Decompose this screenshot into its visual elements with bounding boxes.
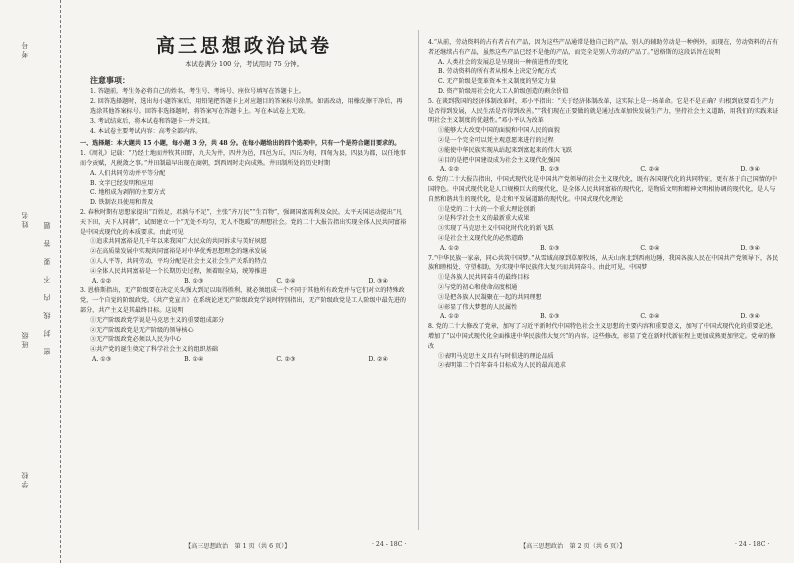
question-stem: 2. 春秋时期有思想家提出“百姓足，君孰与不足”，主张“齐万民”“生百物”，强调国富需利及众民。太平天国运动提出“凡天下田，天下人同耕”，试图建立一个“无处不均匀，无人不饱暖”的理想社会。党的二十大报告指出实现全体人民共同富裕是中国式现代化的本质要求。由此可见 [80,208,407,236]
option: D. ②④ [368,355,388,363]
statement: ②在高质量发展中实现共同富裕是对中华优秀思想理念的继承发展 [90,248,267,256]
answer-options [428,312,780,322]
column-divider [418,30,419,530]
notice-item: 2. 回答选择题时，选出每小题答案后，用铅笔把答题卡上对应题目的答案标号涂黑。如需改动，用橡皮擦干净后，再选涂其他答案标号。回答非选择题时，将答案写在答题卡上。写在本试卷上无效。 [90,98,403,115]
statement: ②是一个完全可以凭主观意愿来进行的过程 [438,136,554,144]
option: B. 劳动资料的所有者从根本上决定分配方式 [438,68,557,76]
option: B. ①③ [540,244,560,252]
statement: ②是科学社会主义的最新重大成果 [438,215,530,223]
option: D. ③④ [740,166,760,174]
notice-heading: 注意事项： [90,75,130,85]
option: C. ②③ [276,355,296,363]
statement: ②无产阶级政党是无产阶级的领导核心 [90,326,194,334]
question-7 [428,254,780,323]
question-stem: 8. 党的二十大修改了党章，加写了习近平新时代中国特色社会主义思想的主要内容和重要意义，加写了中国式现代化的重要论述，增加了“以中国式现代化全面推进中华民族伟大复兴”的内容。这些修改，彰显了党在新时代新征程上更加成熟更加坚定。党章的修改 [428,323,778,350]
question-4 [428,38,780,97]
question-stem: 3. 恩格斯指出，无产阶级要在决定关头强大到足以取得胜利，就必须组成一个不同于其他所有政党并与它们对立的特殊政党，一个自觉的阶级政党。《共产党宣言》在系统论述无产阶级政党学说时特别指出，无产阶级政党是工人阶级中最先进的部分，共产主义是其最终目标。这说明 [80,287,407,314]
option: C. ②④ [640,166,660,174]
question-6 [428,175,780,253]
question-stem: 7.“中华民族一家亲，同心共筑中国梦。”从雪域高原到草原牧场，从天山南北到西南边陲，我国各族人民在中国共产党领导下，各民族和睦相处、守望相助，为实现中华民族伟大复兴而共同奋斗。由此可见，中国梦 [428,254,779,272]
option: A. 人类社会的发展总是呈现出一种前进性的变化 [438,58,569,66]
section-heading: 一、选择题：本大题共 15 小题，每小题 3 分，共 48 分。在每小题给出的四个选项中，只有一个是符合题目要求的。 [80,140,401,148]
question-stem: 1.《周礼》记载：“乃经土地而井牧其田野，九夫为井，四井为邑，四邑为丘，四丘为甸，四甸为县，四县为都，以任地事而令贡赋，凡税敛之事。”井田制最早出现在商朝，到西周时走向成熟。井田制所处的历史时期 [80,150,406,167]
option: A. ①② [440,166,460,174]
question-8 [428,322,780,371]
statement: ①表明马克思主义具有与时俱进的理论品质 [438,352,554,360]
option: B. ①④ [184,355,204,363]
right-column [428,38,780,371]
option: A. ①② [440,313,460,321]
label-xuexiao: 学校 [21,470,29,488]
statement: ③是把各族人民凝聚在一起的共同理想 [438,293,542,301]
option: D. ③④ [740,244,760,252]
statement: ④全体人民共同富裕是一个长期历史过程，须着眼全局，统筹推进 [90,267,267,275]
option: A. ①② [440,244,460,252]
option: C. ②④ [640,244,660,252]
left-column [80,22,408,365]
option: C. ②④ [640,313,660,321]
answer-options [428,244,780,254]
label-banji: 班级 [21,330,29,348]
label-kaohao: 考号 [21,40,29,58]
option: C. 地租成为剥削的主要方式 [90,189,166,197]
answer-options [428,165,780,175]
question-stem: 6. 党的二十大报告指出，中国式现代化是中国共产党领导的社会主义现代化，既有各国现代化的共同特征，更有基于自己国情的中国特色。中国式现代化是人口规模巨大的现代化，是全体人民共同富裕的现代化，是物质文明和精神文明相协调的现代化，是人与自然和谐共生的现代化，是走和平发展道路的现代化。中国式现代化理论 [428,176,778,203]
option: B. ①③ [540,313,560,321]
statement: ③无产阶级政党必须以人民为中心 [90,336,182,344]
statement: ③人人平等，共同劳动，平均分配是社会主义社会生产关系的特点 [90,257,267,265]
footer-page-left: 【高三思想政治 第 1 页（共 6 页）】 [185,543,291,550]
option: C. 无产阶级是变革资本主义制度的坚定力量 [438,78,557,86]
notice-item: 4. 本试卷主要考试内容：高考全部内容。 [90,127,202,135]
statement: ③能使中华民族实现从站起来到富起来的伟大飞跃 [438,146,573,154]
option: D. ③④ [368,277,388,285]
statement: ④是社会主义现代化的必然道路 [438,234,524,242]
statement: ①能够大大改变中国的面貌和中国人民的面貌 [438,127,560,135]
option: B. 文字已经发明和应用 [90,179,154,187]
statement: ③实现了马克思主义中国化时代化的新飞跃 [438,225,554,233]
notice-item: 3. 考试结束后，将本试卷和答题卡一并交回。 [90,117,214,125]
binding-margin [0,0,61,563]
option: D. ③④ [740,313,760,321]
option: C. ②④ [276,277,296,285]
option: B. ①③ [184,277,204,285]
statement: ①追求共同富裕是几千年以来我国广大民众的共同诉求与美好夙愿 [90,238,267,246]
question-1 [80,149,408,208]
answer-options [80,355,408,365]
question-stem: 5. 在谈到我国的经济体制改革时，邓小平指出：“关于经济体制改革，这实际上是一场革命。它是不是正确？归根到底要看生产力是否得到发展，人民生活是否得到改善。”“我们现在正要做的就是通过改革加快发展生产力，坚持社会主义道路，用我们的实践来证明社会主义制度的优越性。”邓小平认为改革 [428,97,779,125]
exam-subtitle: 本试卷满分 100 分，考试用时 75 分钟。 [185,59,303,68]
label-xingming: 姓名 [21,210,29,228]
statement: ④彰显了伟大梦想的人民属性 [438,303,518,311]
statement: ①是各族人民共同奋斗的最终目标 [438,274,530,282]
statement: ④目的是把中国建设成为社会主义现代化强国 [438,156,560,164]
statement: ④共产党的诞生奠定了科学社会主义的组织基础 [90,346,218,354]
option: D. 铁制农具使用和普及 [90,199,154,207]
statement: ②与党的初心和使命高度相通 [438,283,518,291]
statement: ①是党的二十大的一个重大理论创新 [438,205,536,213]
question-5 [428,97,780,175]
footer-code-right: · 24 - 18C · [735,541,770,548]
seal-line-text: 密 封 线 内 不 要 答 题 [43,220,51,355]
statement: ①无产阶级政党学说是马克思主义的重要组成部分 [90,316,225,324]
answer-options [80,277,408,287]
question-3 [80,286,408,364]
statement: ②表明第二个百年奋斗目标成为人民的最高追求 [438,362,566,370]
footer-code-left: · 24 - 18C · [372,541,407,548]
question-2 [80,208,408,286]
option: D. 资产阶级用社会化大工人阶级创造的剩余价值 [438,87,569,95]
option: A. 人们共同劳动并平等分配 [90,169,166,177]
option: A. ①③ [92,355,112,363]
option: B. ①③ [540,166,560,174]
question-stem: 4.“从前，劳动资料的占有者占有产品，因为这些产品通常是他自己的产品，别人的辅助劳动是一种例外，而现在，劳动资料的占有者还继续占有产品，虽然这些产品已经不是他的产品，而完全是别人劳动的产品了。”恩格斯的这段话旨在说明 [428,39,779,56]
option: A. ①② [92,277,112,285]
notice-item: 1. 答题前，考生务必将自己的姓名、考生号、考场号、座位号填写在答题卡上。 [90,88,305,96]
page-title: 高三思想政治试卷 [155,35,332,57]
footer-page-right: 【高三思想政治 第 2 页（共 6 页）】 [520,543,626,550]
